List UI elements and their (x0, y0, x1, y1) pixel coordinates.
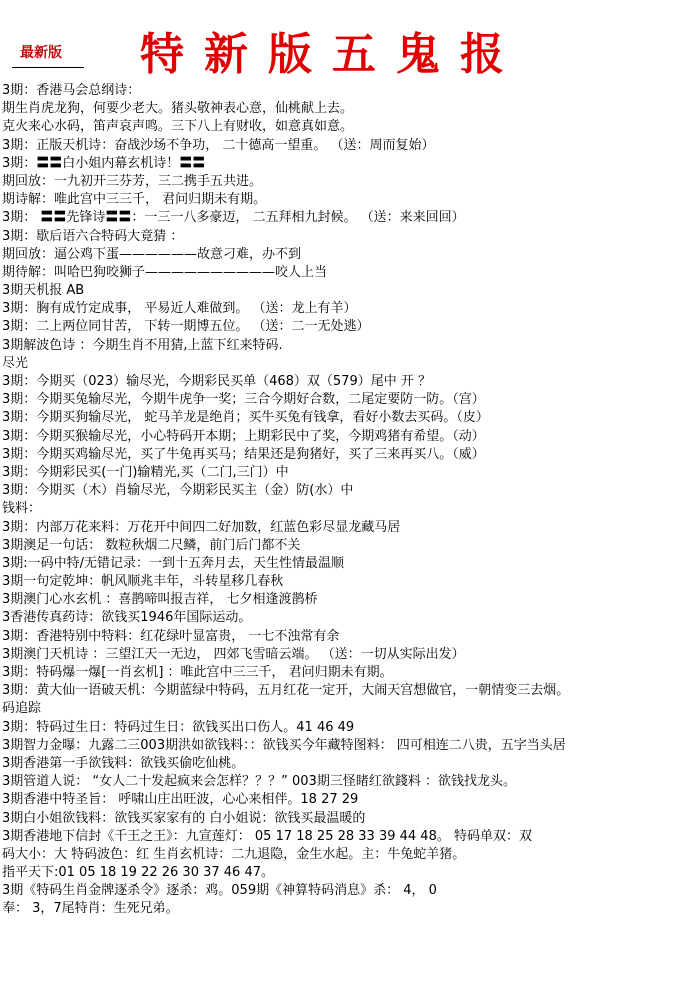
text-line: 3期管道人说： “女人二十发起疯来会怎样？？？” 003期三怪睹红欲錢料 ：欲钱找龙头。 (2, 774, 516, 790)
text-line: 3期：今期彩民买(一门)输精光,买（二门,三门）中 (2, 464, 289, 480)
text-line: 3期：胸有成竹定成事， 平易近人难做到。 （送：龙上有羊） (2, 301, 357, 317)
text-line: 指平天下:01 05 18 19 22 26 30 37 46 47。 (2, 865, 274, 881)
edition-label: 最新版 (20, 45, 62, 61)
article-body (2, 82, 684, 919)
edition-underline (12, 67, 84, 68)
text-line: 克火来心水码，笛声哀声鸣。三下八上有财收，如意真如意。 (2, 119, 354, 135)
text-line: 3期：二上两位同甘苦， 下转一期博五位。 （送：二一无处逃） (2, 319, 370, 335)
page-header (0, 0, 686, 82)
text-line: 3期《特码生肖金牌逐杀令》逐杀：鸡。059期《神算特码消息》杀： 4， 0 (2, 883, 437, 899)
text-line: 3期香港中特圣旨： 呼啸山庄出旺波，心心来相伴。18 27 29 (2, 792, 359, 808)
text-line: 3期：正版天机诗：奋战沙场不争功， 二十德高一望重。 （送：周而复始） (2, 137, 435, 153)
page-title: 特新版五鬼报 (140, 29, 524, 80)
text-line: 3香港传真药诗：欲钱买1946年国际运动。 (2, 610, 252, 626)
text-line: 3期：今期买鸡输尽光，买了牛兔再买马；结果还是狗猪好，买了三来再买八。（威） (2, 446, 485, 462)
text-line: 3期：歇后语六合特码大竟猜 ： (2, 228, 184, 244)
text-line: 3期：香港马会总纲诗： (2, 83, 141, 98)
text-line: 期诗解：唯此宫中三三千， 君问归期未有期。 (2, 192, 267, 208)
text-line: 3期：香港特别中特料：红花绿叶显富贵， 一七不浊常有余 (2, 628, 340, 644)
text-line: 3期：〓〓白小姐内幕玄机诗！〓〓 (2, 155, 206, 171)
text-line: 3期：今期买狗输尽光， 蛇马羊龙是绝肖；买牛买兔有钱拿，看好小数去买码。（皮） (2, 410, 489, 426)
text-line: 3期天机报 AB (2, 283, 85, 299)
text-line: 钱料： (2, 501, 42, 517)
text-line: 3期澳门天机诗 ：三望江天一无边， 四郊飞雪暗云端。 （送：一切从实际出发） (2, 646, 465, 662)
text-line: 3期:一码中特/无错记录：一到十五奔月去，天生性情最温顺 (2, 555, 345, 571)
text-line: 3期解波色诗 ：今期生肖不用猜,上蓝下红来特码. (2, 337, 283, 353)
text-line: 3期澳足一句话： 数粒秋烟二尺鳞，前门后门都不关 (2, 537, 301, 553)
text-line: 3期香港地下信封《千王之王》：九宣莲灯： 05 17 18 25 28 33 39 44 48。 特码单双：双 (2, 828, 532, 844)
text-line: 3期香港第一手欲钱料：欲钱买偷吃仙桃。 (2, 755, 245, 771)
text-line: 3期：内部万花来料：万花开中间四二好加数，红蓝色彩尽显龙藏马居 (2, 519, 401, 535)
text-line: 码大小：大 特码波色：红 生肖玄机诗：二九退隐，金生水起。主：牛兔蛇羊猪。 (2, 846, 466, 862)
text-line: 3期澳门心水玄机 ：喜鹊啼叫报吉祥， 七夕相逢渡鹊桥 (2, 592, 318, 608)
text-line: 3期：特码过生日：特码过生日：欲钱买出口伤人。41 46 49 (2, 719, 355, 735)
text-line: 3期：今期买兔输尽光，今期牛虎争一奖；三合今期好合数，二尾定要防一防。（宫） (2, 392, 485, 408)
text-line: 尽光 (2, 355, 29, 371)
text-line: 3期： 〓〓先锋诗〓〓：一三一八多豪迈， 二五拜相九封候。 （送：来来回回） (2, 210, 465, 226)
text-line: 奉： 3，7尾特肖：生死兄弟。 (2, 901, 179, 917)
text-line: 3期白小姐欲钱料：欲钱买家家有的 白小姐说：欲钱买最温暖的 (2, 810, 366, 826)
text-line: 3期智力金曝：九露二三003期洪如欲钱料：：欲钱买今年藏特图料： 四可相连二八贵，五字当头居 (2, 737, 566, 753)
text-line: 期回放：逼公鸡下蛋——————故意刁难，办不到 (2, 246, 302, 262)
text-line: 码追踪 (2, 701, 42, 717)
text-line: 3期：今期买（023）输尽光，今期彩民买单（468）双（579）尾中 开 ？ (2, 374, 431, 389)
text-line: 3期：黄大仙一语破天机：今期蓝绿中特码，五月红花一定开，大闹天宫想做官，一朝情变三去烟。 (2, 683, 570, 699)
text-line: 3期一句定乾坤：帆风顺兆丰年，斗转星移几春秋 (2, 574, 284, 590)
text-line: 期生肖虎龙狗，何要少老大。猪头敬神表心意，仙桃献上去。 (2, 101, 354, 117)
text-line: 期待解：叫哈巴狗咬狮子——————————咬人上当 (2, 264, 328, 280)
text-line: 3期：今期买（木）肖输尽光，今期彩民买主（金）防(水）中 (2, 483, 354, 499)
text-line: 期回放：一九初开三芬芳，三二携手五共进。 (2, 173, 263, 189)
text-line: 3期：今期买猴输尽光，小心特码开本期；上期彩民中了奖，今期鸡猪有希望。（动） (2, 428, 485, 444)
text-line: 3期：特码爆一爆[一肖玄机] ：唯此宫中三三千， 君问归期未有期。 (2, 665, 393, 680)
